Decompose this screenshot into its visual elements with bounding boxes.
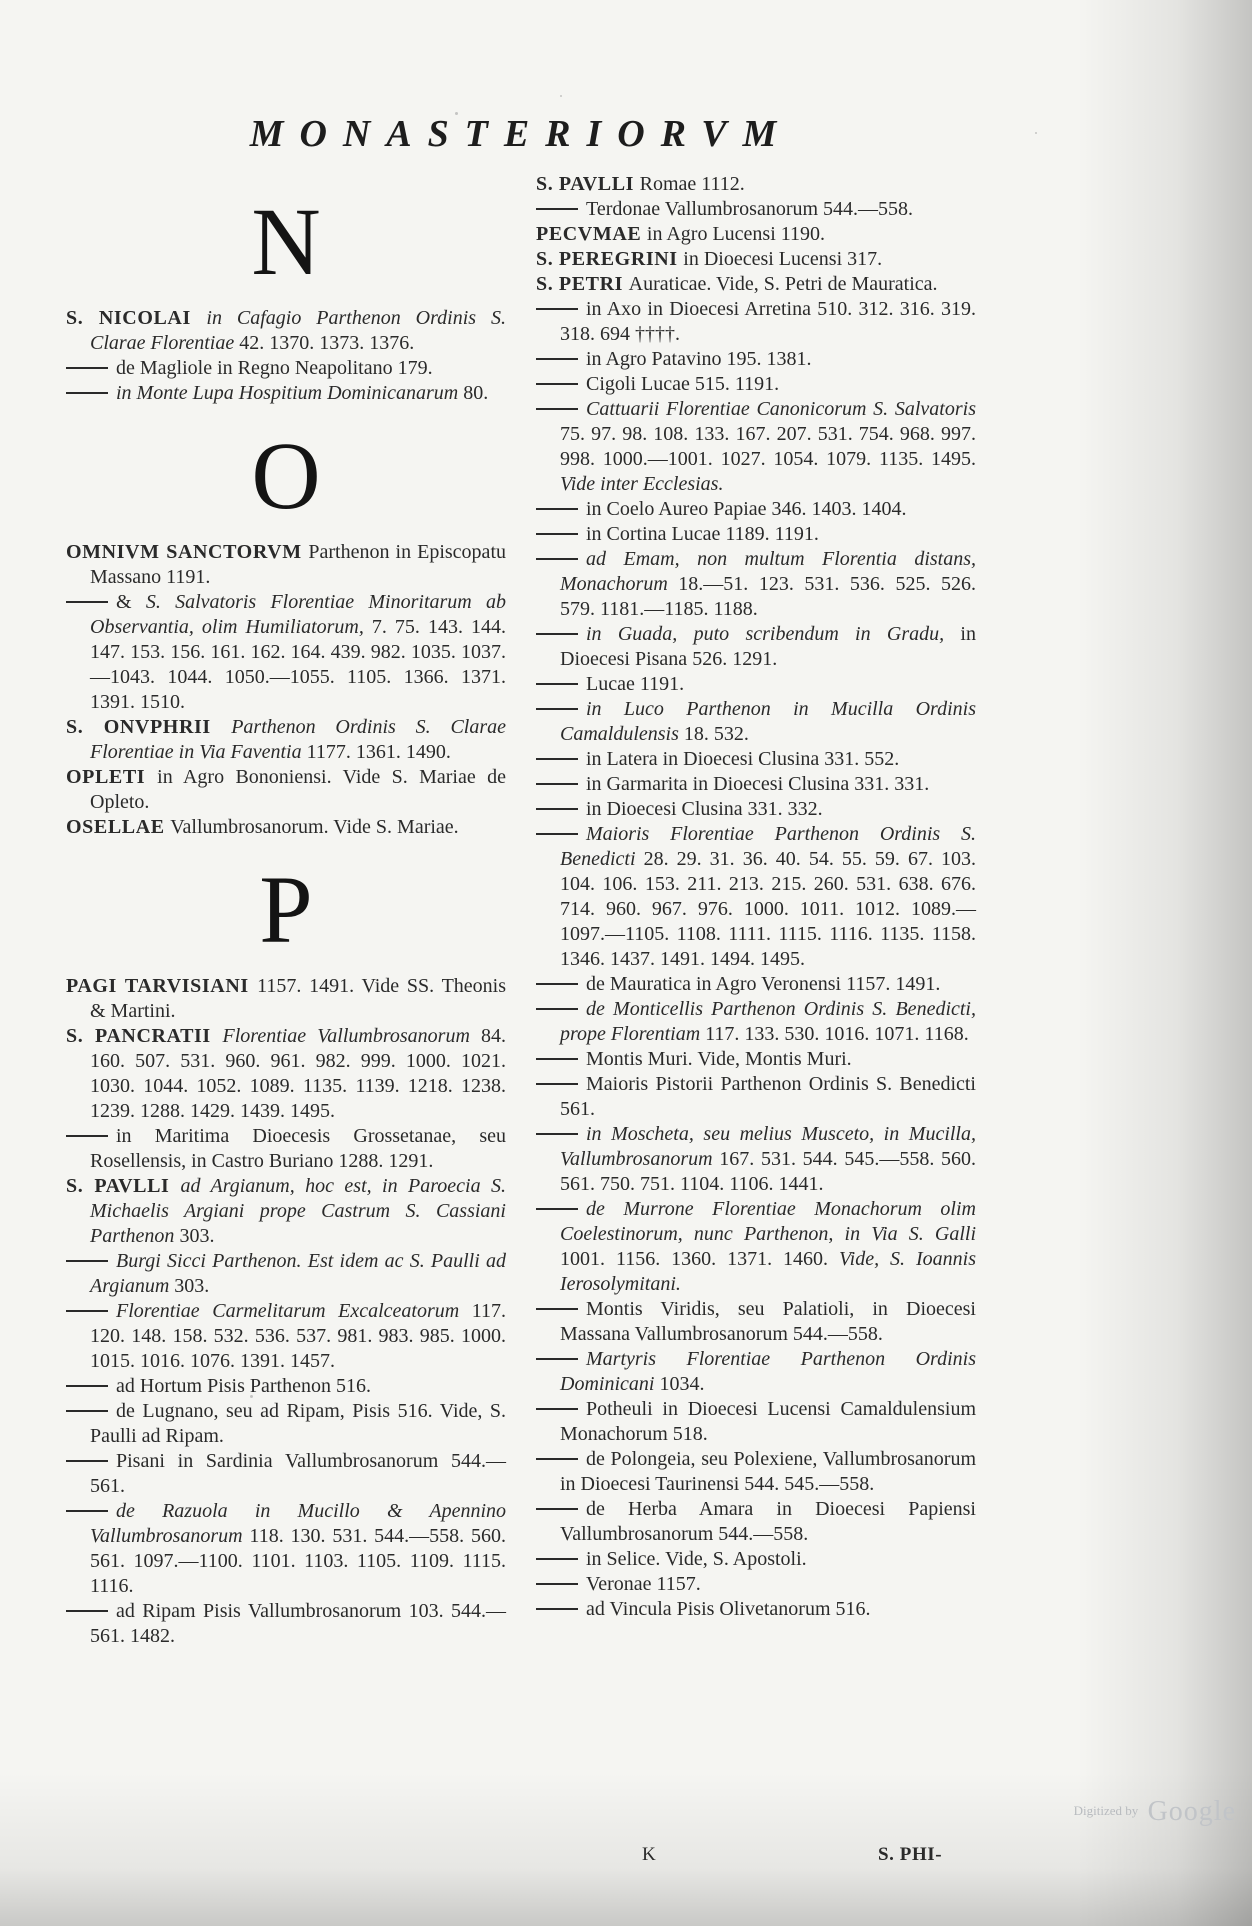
entry-text: 303. (174, 1225, 215, 1247)
entry-text: 18. 532. (678, 723, 749, 745)
entry-text: 117. 120. 148. 158. 532. 536. 537. 981. 983. 985. 1000. 1015. 1016. 1076. 1391. 1457. (90, 1300, 506, 1372)
dash-rule (536, 708, 578, 710)
entry-text: Parthenon in Episcopatu Massano 1191. (90, 541, 506, 588)
entry-headword: S. PANCRATII (66, 1025, 223, 1047)
dash-rule (536, 558, 578, 560)
index-entry (66, 590, 506, 715)
dash-rule (536, 1133, 578, 1135)
entry-text: in Cortina Lucae 1189. 1191. (586, 523, 819, 545)
entry-text: Burgi Sicci Parthenon. Est idem ac S. Paulli ad Argianum (90, 1250, 506, 1297)
index-entry (536, 1347, 976, 1397)
entry-text: 84. 160. 507. 531. 960. 961. 982. 999. 1000. 1021. 1030. 1044. 1052. 1089. 1135. 1139. 1218. 1238. 1239. 1288. 1429. 1439. 1495. (90, 1025, 506, 1122)
index-entry (66, 540, 506, 590)
dash-rule (66, 601, 108, 603)
dash-rule (536, 983, 578, 985)
dash-rule (536, 833, 578, 835)
section-letter-N: N (251, 188, 321, 295)
index-entry (536, 522, 976, 547)
entry-text: 303. (169, 1275, 210, 1297)
scan-speck (250, 1395, 253, 1398)
entry-text: ad Hortum Pisis Parthenon 516. (116, 1375, 371, 1397)
entry-text: Montis Muri. Vide, Montis Muri. (586, 1048, 852, 1070)
dash-rule (536, 633, 578, 635)
entry-text: de Razuola in Mucillo & Apennino Vallumbrosanorum (90, 1500, 506, 1547)
index-entry (536, 1447, 976, 1497)
entry-headword: PECVMAE (536, 223, 647, 245)
entry-text: Cigoli Lucae 515. 1191. (586, 373, 780, 395)
index-entry (66, 1249, 506, 1299)
entry-text: Martyris Florentiae Parthenon Ordinis Dominicani (560, 1348, 976, 1395)
dash-rule (536, 383, 578, 385)
index-entry (536, 1497, 976, 1547)
index-entry (536, 1397, 976, 1447)
dash-rule (536, 533, 578, 535)
entry-text: in Dioecesi Lucensi 317. (683, 248, 883, 270)
entry-headword: OPLETI (66, 766, 158, 788)
entry-text: de Monticellis Parthenon Ordinis S. Benedicti, prope Florentiam (560, 998, 976, 1045)
entry-text: Cattuarii Florentiae Canonicorum S. Salvatoris (586, 398, 976, 420)
index-entry (536, 772, 976, 797)
index-entry (536, 547, 976, 622)
index-entry (536, 1197, 976, 1297)
watermark-prefix: Digitized by (1073, 1803, 1139, 1818)
index-entry (536, 1572, 976, 1597)
index-entry (536, 222, 976, 247)
index-entry (536, 1047, 976, 1072)
entry-headword: S. PAVLLI (66, 1175, 181, 1197)
entry-text: in Cafagio Parthenon Ordinis S. Clarae Florentiae (90, 307, 506, 354)
index-entry (536, 1597, 976, 1622)
entry-text: Pisani in Sardinia Vallumbrosanorum 544.—561. (90, 1450, 506, 1497)
index-entry (536, 822, 976, 972)
index-entry (536, 397, 976, 497)
index-entry (536, 672, 976, 697)
entry-text: de Lugnano, seu ad Ripam, Pisis 516. Vide, S. Paulli ad Ripam. (90, 1400, 506, 1447)
entry-text: 118. 130. 531. 544.—558. 560. 561. 1097.—1100. 1101. 1103. 1105. 1109. 1115. 1116. (90, 1525, 506, 1597)
index-entry (536, 372, 976, 397)
signature-mark: K (642, 1844, 656, 1865)
index-entry (66, 1124, 506, 1174)
dash-rule (536, 808, 578, 810)
entry-headword: S. ONVPHRII (66, 716, 232, 738)
entry-headword: OMNIVM SANCTORVM (66, 541, 309, 563)
dash-rule (66, 1410, 108, 1412)
entry-text: 1177. 1361. 1490. (301, 741, 451, 763)
entry-text: de Herba Amara in Dioecesi Papiensi Vallumbrosanorum 544.—558. (560, 1498, 976, 1545)
dash-rule (536, 208, 578, 210)
entry-text: in Luco Parthenon in Mucilla Ordinis Camaldulensis (560, 698, 976, 745)
entry-text: in Monte Lupa Hospitium Dominicanarum (116, 382, 459, 404)
entry-text: 80. (458, 382, 489, 404)
entry-text: Florentiae Vallumbrosanorum (222, 1025, 470, 1047)
page (66, 0, 976, 1649)
entry-text: ad Vincula Pisis Olivetanorum 516. (586, 1598, 871, 1620)
dash-rule (66, 1610, 108, 1612)
index-entry (536, 697, 976, 747)
entry-text: Potheuli in Dioecesi Lucensi Camaldulensium Monachorum 518. (560, 1398, 976, 1445)
entry-headword: PAGI TARVISIANI (66, 975, 258, 997)
index-entry (66, 1449, 506, 1499)
index-entry (66, 815, 506, 840)
entry-headword: S. NICOLAI (66, 307, 207, 329)
dash-rule (66, 392, 108, 394)
dash-rule (536, 683, 578, 685)
entry-text: Maioris Pistorii Parthenon Ordinis S. Benedicti 561. (560, 1073, 976, 1120)
dash-rule (536, 1083, 578, 1085)
scan-speck (560, 95, 562, 97)
dash-rule (66, 1310, 108, 1312)
index-entry (66, 1374, 506, 1399)
entry-text: in Garmarita in Dioecesi Clusina 331. 331. (586, 773, 930, 795)
dash-rule (66, 367, 108, 369)
scan-speck (1035, 132, 1037, 134)
entry-text: 1034. (654, 1373, 705, 1395)
index-entry (536, 972, 976, 997)
entry-text: de Magliole in Regno Neapolitano 179. (116, 357, 433, 379)
entry-text: Romae 1112. (639, 173, 745, 195)
entry-text: in Agro Bononiensi. Vide S. Mariae de Opleto. (90, 766, 506, 813)
index-entry (66, 356, 506, 381)
entry-text: in Axo in Dioecesi Arretina 510. 312. 316. 319. 318. 694 ††††. (560, 298, 976, 345)
entry-text: in Agro Lucensi 1190. (646, 223, 826, 245)
entry-text: S. Salvatoris Florentiae Minoritarum ab Observantia, olim Humiliatorum, (90, 591, 507, 638)
entry-headword: S. PEREGRINI (536, 248, 684, 270)
index-entry (536, 1547, 976, 1572)
dash-rule (536, 1583, 578, 1585)
dash-rule (66, 1460, 108, 1462)
entry-text: in Maritima Dioecesis Grossetanae, seu Rosellensis, in Castro Buriano 1288. 1291. (90, 1125, 506, 1172)
dash-rule (536, 1008, 578, 1010)
entry-text: in Coelo Aureo Papiae 346. 1403. 1404. (586, 498, 907, 520)
index-entry (536, 797, 976, 822)
entry-text: Maioris Florentiae Parthenon Ordinis S. Benedicti (560, 823, 976, 870)
entry-text: in Moscheta, seu melius Musceto, in Mucilla, Vallumbrosanorum (560, 1123, 976, 1170)
index-entry (66, 1599, 506, 1649)
entry-text: Vide, S. Ioannis Ierosolymitani. (560, 1248, 976, 1295)
entry-text: Vallumbrosanorum. Vide S. Mariae. (170, 816, 459, 838)
entry-text: in Latera in Dioecesi Clusina 331. 552. (586, 748, 900, 770)
entry-text: in Agro Patavino 195. 1381. (586, 348, 812, 370)
dash-rule (66, 1385, 108, 1387)
entry-text: Terdonae Vallumbrosanorum 544.—558. (586, 198, 914, 220)
dash-rule (536, 758, 578, 760)
section-letter-O: O (251, 422, 321, 529)
dash-rule (536, 783, 578, 785)
index-entry (536, 1297, 976, 1347)
entry-text: 1157. 1491. Vide SS. Theonis & Martini. (90, 975, 506, 1022)
index-entry (536, 297, 976, 347)
index-entry (536, 622, 976, 672)
index-entry (536, 1072, 976, 1122)
index-entry (536, 997, 976, 1047)
entry-text: ad Ripam Pisis Vallumbrosanorum 103. 544.—561. 1482. (90, 1600, 506, 1647)
page-title: MONASTERIORVM (249, 113, 793, 155)
index-entry (536, 497, 976, 522)
dash-rule (536, 1058, 578, 1060)
dash-rule (66, 1260, 108, 1262)
index-entry (66, 974, 506, 1024)
column-left (66, 172, 506, 1649)
dash-rule (536, 358, 578, 360)
index-entry (66, 306, 506, 356)
entry-text: de Polongeia, seu Polexiene, Vallumbrosanorum in Dioecesi Taurinensi 544. 545.—558. (560, 1448, 976, 1495)
entry-text: 1001. 1156. 1360. 1371. 1460. (560, 1248, 839, 1270)
dash-rule (536, 1408, 578, 1410)
dash-rule (536, 1308, 578, 1310)
entry-text: 28. 29. 31. 36. 40. 54. 55. 59. 67. 103. 104. 106. 153. 211. 213. 215. 260. 531. 638. 676. 714. 960. 967. 976. 1000. 1011. 1012. 1089.—1097.—1105. 1108. 1111. 1115. 1116. 1135. 1158. 1346. 1437. 1491. 1494. 1495. (560, 848, 976, 970)
section-letter-P: P (259, 856, 313, 963)
entry-headword: S. PAVLLI (536, 173, 640, 195)
dash-rule (536, 1508, 578, 1510)
dash-rule (536, 1608, 578, 1610)
dash-rule (536, 1458, 578, 1460)
index-entry (66, 381, 506, 406)
entry-headword: OSELLAE (66, 816, 171, 838)
index-entry (66, 1299, 506, 1374)
entry-text: Vide inter Ecclesias. (560, 473, 724, 495)
dash-rule (66, 1135, 108, 1137)
index-entry (66, 765, 506, 815)
entry-text: in Dioecesi Pisana 526. 1291. (560, 623, 976, 670)
dash-rule (536, 1208, 578, 1210)
dash-rule (536, 408, 578, 410)
entry-text: Florentiae Carmelitarum Excalceatorum (116, 1300, 460, 1322)
dash-rule (536, 1358, 578, 1360)
index-entry (536, 172, 976, 197)
watermark-brand: Google (1147, 1796, 1236, 1827)
index-entry (66, 715, 506, 765)
scan-speck (455, 112, 458, 115)
entry-text: ad Argianum, hoc est, in Paroecia S. Michaelis Argiani prope Castrum S. Cassiani Parthenon (90, 1175, 506, 1247)
index-entry (66, 1399, 506, 1449)
entry-text: 7. 75. 143. 144. 147. 153. 156. 161. 162. 164. 439. 982. 1035. 1037.—1043. 1044. 1050.—1055. 1105. 1366. 1371. 1391. 1510. (90, 616, 507, 713)
entry-text: de Murrone Florentiae Monachorum olim Coelestinorum, nunc Parthenon, in Via S. Galli (560, 1198, 976, 1245)
entry-text: 42. 1370. 1373. 1376. (234, 332, 415, 354)
dash-rule (66, 1510, 108, 1512)
index-entry (66, 1499, 506, 1599)
entry-text: & (116, 591, 146, 613)
index-entry (536, 347, 976, 372)
index-entry (536, 247, 976, 272)
index-entry (536, 747, 976, 772)
dash-rule (536, 1558, 578, 1560)
entry-text: 75. 97. 98. 108. 133. 167. 207. 531. 754. 968. 997. 998. 1000.—1001. 1027. 1054. 1079. 1135. 1495. (560, 423, 976, 470)
dash-rule (536, 308, 578, 310)
entry-text: 18.—51. 123. 531. 536. 525. 526. 579. 1181.—1185. 1188. (560, 573, 976, 620)
entry-text: Lucae 1191. (586, 673, 685, 695)
entry-text: de Mauratica in Agro Veronensi 1157. 1491. (586, 973, 941, 995)
entry-text: Parthenon Ordinis S. Clarae Florentiae in Via Faventia (90, 716, 506, 763)
index-entry (536, 1122, 976, 1197)
entry-text: 117. 133. 530. 1016. 1071. 1168. (700, 1023, 969, 1045)
dash-rule (536, 508, 578, 510)
google-watermark (1074, 1796, 1236, 1828)
entry-text: 167. 531. 544. 545.—558. 560. 561. 750. 751. 1104. 1106. 1441. (560, 1148, 976, 1195)
entry-headword: S. PETRI (536, 273, 629, 295)
entry-text: Montis Viridis, seu Palatioli, in Dioecesi Massana Vallumbrosanorum 544.—558. (560, 1298, 976, 1345)
index-entry (536, 197, 976, 222)
entry-text: in Dioecesi Clusina 331. 332. (586, 798, 823, 820)
entry-text: in Guada, puto scribendum in Gradu, (586, 623, 945, 645)
index-entry (536, 272, 976, 297)
entry-text: ad Emam, non multum Florentia distans, Monachorum (560, 548, 976, 595)
entry-text: Auraticae. Vide, S. Petri de Mauratica. (628, 273, 938, 295)
entry-text: Veronae 1157. (586, 1573, 701, 1595)
index-entry (66, 1174, 506, 1249)
index-entry (66, 1024, 506, 1124)
catchword: S. PHI- (878, 1844, 943, 1865)
entry-text: in Selice. Vide, S. Apostoli. (586, 1548, 807, 1570)
index-columns (66, 172, 976, 1649)
column-right (536, 172, 976, 1622)
